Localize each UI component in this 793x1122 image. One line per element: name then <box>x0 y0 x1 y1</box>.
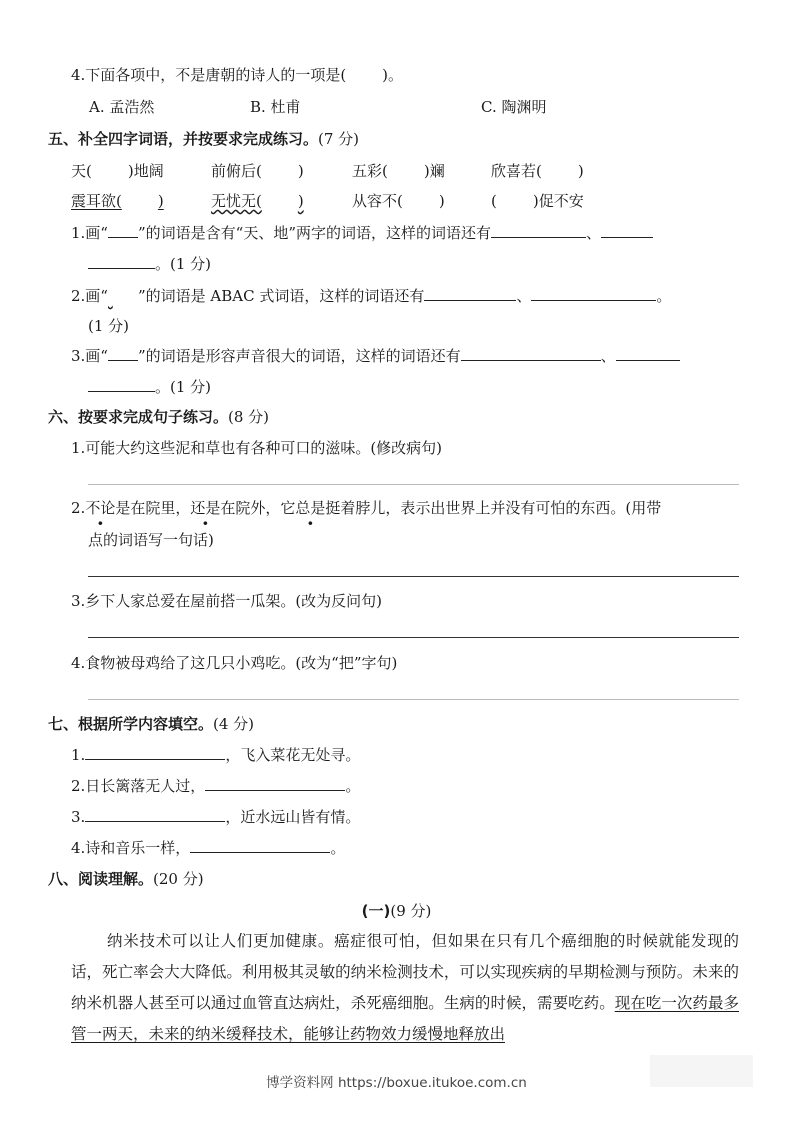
answer-blank[interactable] <box>205 775 345 791</box>
idiom-3: 五彩( )斓 <box>352 162 445 180</box>
idiom-4: 欣喜若( ) <box>491 162 584 180</box>
answer-blank[interactable] <box>190 837 330 853</box>
q4-option-a: A. 孟浩然 <box>89 98 155 116</box>
s7-line-3: 3. ，近水远山皆有情。 <box>71 808 361 826</box>
section-6-title: 六、按要求完成句子练习。(8 分) <box>48 408 270 426</box>
s5-item-3: 3.画“ ”的词语是形容声音很大的词语，这样的词语还有 、 <box>71 345 680 366</box>
reading-subtitle: (一)(9 分) <box>361 902 432 920</box>
underlined-sentence: 现在吃一次药最多管一两天，未来的纳米缓释技术，能够让药物效力缓慢地释放出 <box>71 994 739 1043</box>
s6-q2-cont: 点的词语写一句话) <box>88 531 214 549</box>
footer-watermark: 博学资料网 https://boxue.itukoe.com.cn <box>266 1075 527 1091</box>
idiom-2: 前俯后( ) <box>211 162 304 180</box>
answer-blank[interactable] <box>531 285 656 301</box>
section-7-title: 七、根据所学内容填空。(4 分) <box>48 715 255 733</box>
section-8-title: 八、阅读理解。(20 分) <box>48 870 204 888</box>
s6-q2: 2.不论是在院里，还是在院外，它总是挺着脖儿，表示出世界上并没有可怕的东西。(用带 <box>71 499 662 517</box>
s6-q3: 3.乡下人家总爱在屋前搭一瓜架。(改为反问句) <box>71 592 383 610</box>
idiom-1: 天( )地阔 <box>71 162 164 180</box>
answer-blank[interactable] <box>85 744 225 760</box>
answer-blank[interactable] <box>88 253 155 269</box>
q4-stem: 4.下面各项中，不是唐朝的诗人的一项是( <box>71 66 347 84</box>
idiom-5: 震耳欲( ) <box>71 192 164 210</box>
s6-q1: 1.可能大约这些泥和草也有各种可口的滋味。(修改病句) <box>71 439 443 457</box>
answer-line[interactable] <box>88 699 739 700</box>
s5-item-3-cont: 。(1 分) <box>88 376 211 397</box>
reading-passage: 纳米技术可以让人们更加健康。癌症很可怕，但如果在只有几个癌细胞的时候就能发现的话，死亡率会大大降低。利用极其灵敏的纳米检测技术，可以实现疾病的早期检测与预防。未来的纳米机器人甚至可以通过血管直达病灶，杀死癌细胞。生病的时候，需要吃药。现在吃一次药最多管一两天，未来的纳米缓释技术，能够让药物效力缓慢地释放出 <box>71 932 739 1043</box>
answer-line[interactable] <box>88 576 739 577</box>
answer-blank[interactable] <box>424 285 516 301</box>
idiom-8: ( )促不安 <box>491 192 584 210</box>
q4-option-c: C. 陶渊明 <box>481 98 547 116</box>
s5-item-2: 2.画“ ”的词语是 ABAC 式词语，这样的词语还有 、 。 <box>71 287 672 305</box>
s5-item-2-score: (1 分) <box>88 317 130 335</box>
answer-blank[interactable] <box>88 376 155 392</box>
answer-blank[interactable] <box>616 345 680 361</box>
s6-q4: 4.食物被母鸡给了这几只小鸡吃。(改为“把”字句) <box>71 654 398 672</box>
answer-blank[interactable] <box>491 222 586 238</box>
s5-item-1: 1.画“ ”的词语是含有“天、地”两字的词语，这样的词语还有 、 <box>71 222 653 243</box>
question-4: 4.下面各项中，不是唐朝的诗人的一项是( )。 <box>71 66 404 84</box>
idiom-6: 无忧无( ) <box>211 192 304 210</box>
answer-line[interactable] <box>88 484 739 485</box>
q4-option-b: B. 杜甫 <box>250 98 301 116</box>
s7-line-4: 4.诗和音乐一样， 。 <box>71 839 346 857</box>
s7-line-1: 1. ，飞入菜花无处寻。 <box>71 746 361 764</box>
answer-blank[interactable] <box>85 806 225 822</box>
answer-blank[interactable] <box>461 345 601 361</box>
section-5-title: 五、补全四字词语，并按要求完成练习。(7 分) <box>48 130 360 148</box>
idiom-7: 从容不( ) <box>352 192 445 210</box>
answer-blank[interactable] <box>601 222 653 238</box>
s5-item-1-cont: 。(1 分) <box>88 253 211 274</box>
s7-line-2: 2.日长篱落无人过， 。 <box>71 777 361 795</box>
answer-line[interactable] <box>88 637 739 638</box>
